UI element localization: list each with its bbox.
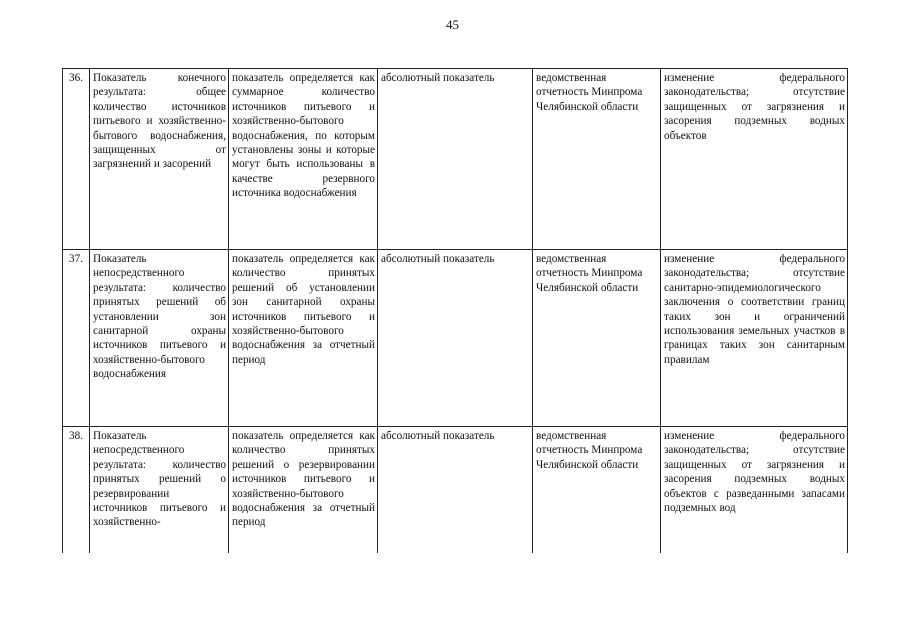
risk-factors: изменение федерального законодательства; отсутствие санитарно-эпидемиологического заключения о соответствии границ таких зон и ограничений использования земельных участков в границах таких зон санитарным правилам [661, 250, 848, 427]
table-row [63, 250, 848, 427]
page-number: 45 [446, 17, 459, 32]
risk-factors: изменение федерального законодательства; отсутствие защищенных от загрязнения и засорения подземных водных объектов [661, 69, 848, 250]
table-row [63, 69, 848, 250]
data-source: ведомственная отчетность Минпрома Челябинской области [533, 250, 661, 427]
indicators-table [62, 68, 848, 553]
indicator-definition: показатель определяется как суммарное количество источников питьевого и хозяйственно-бытового водоснабжения, по которым установлены зоны и которые могут быть использованы в качестве резервного источника водоснабжения [229, 69, 378, 250]
indicator-type: абсолютный показатель [378, 250, 533, 427]
table-row [63, 427, 848, 554]
row-number: 36. [63, 69, 90, 250]
indicator-name: Показатель непосредственного результата: количество принятых решений о резервировании источников питьевого и хозяйственно- [90, 427, 229, 554]
indicator-name: Показатель конечного результата: общее количество источников питьевого и хозяйственно-бытового водоснабжения, защищенных от загрязнений и засорений [90, 69, 229, 250]
risk-factors: изменение федерального законодательства; отсутствие защищенных от загрязнения и засорения подземных водных объектов с разведанными запасами подземных вод [661, 427, 848, 554]
indicator-type: абсолютный показатель [378, 69, 533, 250]
row-number: 37. [63, 250, 90, 427]
indicator-name: Показатель непосредственного результата: количество принятых решений об установлении зон санитарной охраны источников питьевого и хозяйственно-бытового водоснабжения [90, 250, 229, 427]
indicator-definition: показатель определяется как количество принятых решений о резервировании источников питьевого и хозяйственно-бытового водоснабжения за отчетный период [229, 427, 378, 554]
data-source: ведомственная отчетность Минпрома Челябинской области [533, 427, 661, 554]
indicator-type: абсолютный показатель [378, 427, 533, 554]
indicator-definition: показатель определяется как количество принятых решений об установлении зон санитарной охраны источников питьевого и хозяйственно-бытового водоснабжения за отчетный период [229, 250, 378, 427]
row-number: 38. [63, 427, 90, 554]
data-source: ведомственная отчетность Минпрома Челябинской области [533, 69, 661, 250]
